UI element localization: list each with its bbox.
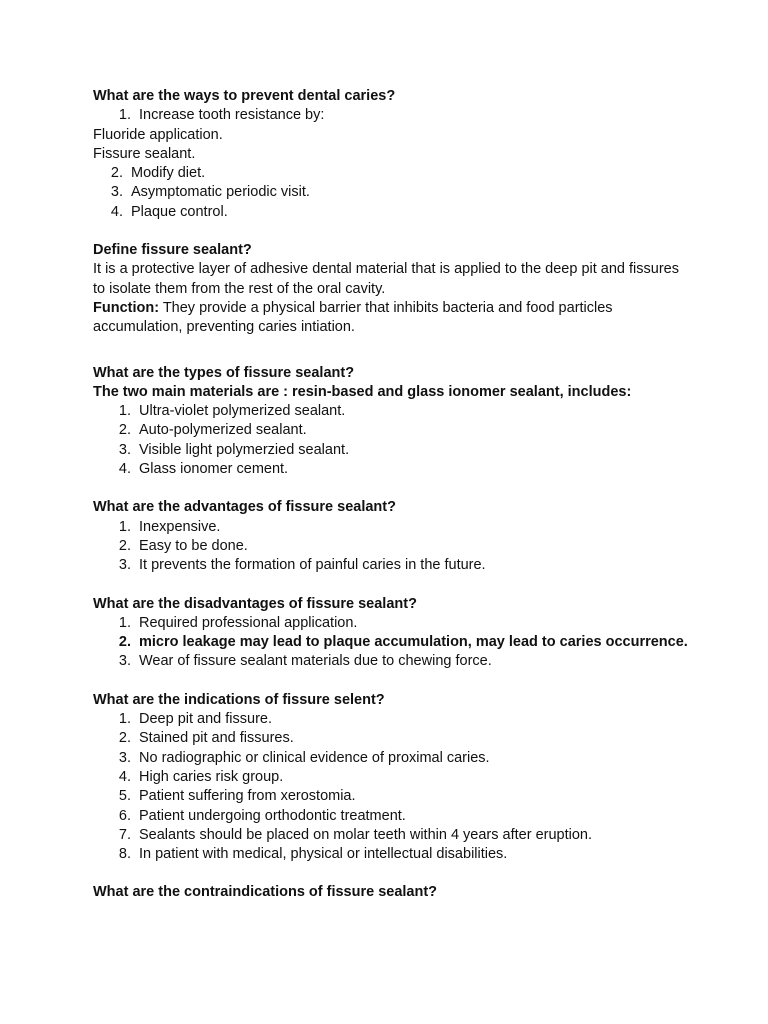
heading-indications: What are the indications of fissure selent? [93,691,385,708]
types-list [93,402,693,479]
list-item: 2. Auto-polymerized sealant. [118,422,307,439]
list-item: 8. In patient with medical, physical or intellectual disabilities. [118,846,508,863]
list-item: 3. Wear of fissure sealant materials due to chewing force. [118,653,492,670]
function-paragraph [93,299,693,338]
disadvantages-list [93,614,693,672]
list-item: 4. High caries risk group. [118,768,284,785]
list-item: 4. Plaque control. [110,203,228,220]
prevent-list-first [93,106,693,125]
definition-paragraph: It is a protective layer of adhesive dental material that is applied to the deep pit and fissures to isolate them from the rest of the oral cavity. [93,261,679,297]
list-item: 3. It prevents the formation of painful caries in the future. [118,557,486,574]
heading-define-sealant: Define fissure sealant? [93,242,252,259]
list-item: 7. Sealants should be placed on molar teeth within 4 years after eruption. [118,826,592,843]
list-item: 4. Glass ionomer cement. [118,461,289,478]
list-item: 6. Patient undergoing orthodontic treatment. [118,807,406,824]
document-page [93,87,693,903]
list-item: 1. Increase tooth resistance by: [118,107,325,124]
list-item: 1. Ultra-violet polymerized sealant. [118,403,346,420]
list-item: 2. Easy to be done. [118,537,248,554]
heading-advantages: What are the advantages of fissure sealant? [93,499,396,516]
indications-list [93,710,693,864]
prevent-list-rest [93,164,693,222]
heading-disadvantages: What are the disadvantages of fissure sealant? [93,595,417,612]
function-text: They provide a physical barrier that inhibits bacteria and food particles accumulation, preventing caries intiation. [93,299,613,336]
list-item: 2. Modify diet. [110,165,206,182]
list-item: 3. Asymptomatic periodic visit. [110,184,310,201]
advantages-list [93,518,693,576]
sub-item-fluoride: Fluoride application. [93,126,223,143]
list-item: 1. Deep pit and fissure. [118,711,272,728]
list-item: 5. Patient suffering from xerostomia. [118,788,356,805]
list-item: 3. Visible light polymerzied sealant. [118,441,350,458]
types-subheading: The two main materials are : resin-based and glass ionomer sealant, includes: [93,383,632,400]
list-item: 1. Required professional application. [118,614,358,631]
sub-item-fissure-sealant: Fissure sealant. [93,145,196,162]
list-item: 2. Stained pit and fissures. [118,730,294,747]
heading-prevent-caries: What are the ways to prevent dental caries? [93,88,396,104]
list-item: 1. Inexpensive. [118,518,221,535]
heading-contraindications: What are the contraindications of fissure sealant? [93,884,438,901]
function-label: Function: [93,299,160,316]
list-item: 2. micro leakage may lead to plaque accumulation, may lead to caries occurrence. [118,634,688,651]
list-item: 3. No radiographic or clinical evidence of proximal caries. [118,749,490,766]
heading-types: What are the types of fissure sealant? [93,364,355,381]
